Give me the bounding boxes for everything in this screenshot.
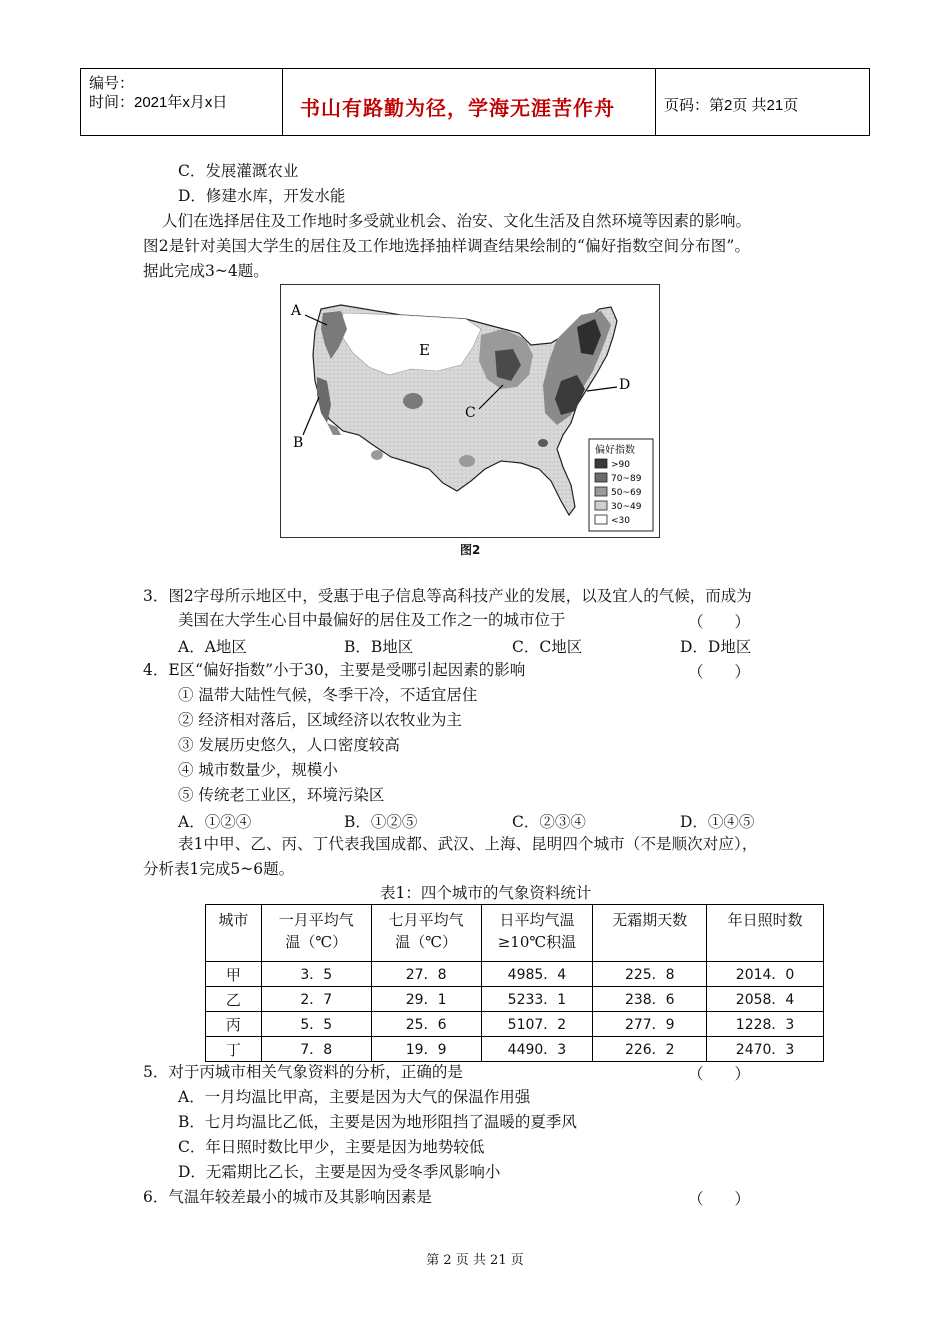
map-spot — [403, 393, 423, 409]
table-cell: 27．8 — [371, 962, 481, 987]
q5-answer-blank: （ ） — [688, 1065, 751, 1083]
intro-line: 人们在选择居住及工作地时多受就业机会、治安、文化生活及自然环境等因素的影响。 — [162, 212, 752, 230]
table-cell: 丁 — [206, 1037, 262, 1062]
table-header-cell: 一月平均气 温（℃） — [261, 905, 371, 962]
table-cell: 277．9 — [593, 1012, 707, 1037]
legend-label: 50~69 — [611, 488, 642, 498]
table-cell: 2058．4 — [707, 987, 824, 1012]
table-cell: 4490．3 — [481, 1037, 593, 1062]
q3-option-a: A．A地区 — [178, 638, 247, 656]
map-spot — [538, 439, 548, 447]
table-cell: 7．8 — [261, 1037, 371, 1062]
intro-line: 据此完成3~4题。 — [143, 262, 269, 280]
q4-item: ① 温带大陆性气候，冬季干冷，不适宜居住 — [178, 686, 478, 704]
q5-option-b: B．七月均温比乙低，主要是因为地形阻挡了温暖的夏季风 — [178, 1113, 577, 1131]
table-cell: 乙 — [206, 987, 262, 1012]
q5-option-d: D．无霜期比乙长，主要是因为受冬季风影响小 — [178, 1163, 501, 1181]
header-divider — [869, 68, 870, 136]
q3-stem-cont: 美国在大学生心目中最偏好的居住及工作之一的城市位于 — [178, 611, 566, 629]
table-cell: 226．2 — [593, 1037, 707, 1062]
intro-line: 图2是针对美国大学生的居住及工作地选择抽样调查结果绘制的“偏好指数空间分布图”。 — [143, 237, 751, 255]
map-label-e: E — [419, 341, 430, 359]
table-cell: 5．5 — [261, 1012, 371, 1037]
header-bottom-rule — [80, 135, 870, 136]
q4-item: ② 经济相对落后，区域经济以农牧业为主 — [178, 711, 462, 729]
table-cell: 4985．4 — [481, 962, 593, 987]
q4-option-c: C．②③④ — [512, 813, 586, 831]
legend-swatch — [595, 473, 607, 482]
legend-title: 偏好指数 — [595, 445, 635, 456]
table-cell: 25．6 — [371, 1012, 481, 1037]
table-header-row — [206, 905, 824, 962]
legend-label: 70~89 — [611, 474, 642, 484]
legend-swatch — [595, 515, 607, 524]
map-caption: 图2 — [460, 543, 481, 557]
table-cell: 29．1 — [371, 987, 481, 1012]
table-cell: 甲 — [206, 962, 262, 987]
q4-item: ③ 发展历史悠久，人口密度较高 — [178, 736, 400, 754]
header-motto: 书山有路勤为径，学海无涯苦作舟 — [300, 96, 615, 120]
preference-index-map — [280, 284, 660, 538]
legend-label: <30 — [611, 516, 630, 526]
q5-stem: 5．对于丙城市相关气象资料的分析，正确的是 — [143, 1063, 463, 1081]
legend-swatch — [595, 487, 607, 496]
table-cell: 238．6 — [593, 987, 707, 1012]
table-cell: 2470．3 — [707, 1037, 824, 1062]
table-cell: 2．7 — [261, 987, 371, 1012]
table-header-cell: 日平均气温 ≥10℃积温 — [481, 905, 593, 962]
table-header-cell: 年日照时数 — [707, 905, 824, 962]
q3-option-c: C．C地区 — [512, 638, 583, 656]
q6-answer-blank: （ ） — [688, 1190, 751, 1208]
map-label-d: D — [619, 377, 631, 393]
map-spot — [459, 455, 475, 467]
header-time-label: 时间：2021年x月x日 — [89, 94, 228, 111]
q4-item: ④ 城市数量少，规模小 — [178, 761, 338, 779]
q3-stem: 3．图2字母所示地区中，受惠于电子信息等高科技产业的发展，以及宜人的气候，而成为 — [143, 587, 752, 605]
header-divider — [80, 68, 81, 136]
table-row — [206, 1037, 824, 1062]
legend-label: 30~49 — [611, 502, 642, 512]
legend-swatch — [595, 459, 607, 468]
table-header-cell: 无霜期天数 — [593, 905, 707, 962]
header-divider — [282, 68, 283, 136]
q4-stem: 4．E区“偏好指数”小于30，主要是受哪引起因素的影响 — [143, 661, 526, 679]
q4-option-b: B．①②⑤ — [344, 813, 418, 831]
table-intro-line: 分析表1完成5~6题。 — [143, 860, 295, 878]
table-intro-line: 表1中甲、乙、丙、丁代表我国成都、武汉、上海、昆明四个城市（不是顺次对应）， — [178, 835, 758, 853]
table-cell: 5107．2 — [481, 1012, 593, 1037]
page-footer: 第 2 页 共 21 页 — [426, 1253, 524, 1268]
table-header-cell: 七月平均气 温（℃） — [371, 905, 481, 962]
usa-map-graphic — [281, 285, 659, 537]
northeast-region — [543, 311, 611, 425]
q3-option-d: D．D地区 — [680, 638, 752, 656]
header-code-label: 编号： — [89, 75, 135, 92]
map-label-a: A — [291, 303, 302, 319]
option-c-line: C．发展灌溉农业 — [178, 162, 299, 180]
table-cell: 3．5 — [261, 962, 371, 987]
q4-answer-blank: （ ） — [688, 663, 751, 681]
map-label-b: B — [293, 435, 304, 451]
table-cell: 19．9 — [371, 1037, 481, 1062]
header-divider — [655, 68, 656, 136]
q4-item: ⑤ 传统老工业区，环境污染区 — [178, 786, 385, 804]
table-row — [206, 1012, 824, 1037]
table-header-cell: 城市 — [206, 905, 262, 962]
header-top-rule — [80, 68, 870, 69]
legend-label: >90 — [611, 460, 630, 470]
legend-swatch — [595, 501, 607, 510]
table-title: 表1：四个城市的气象资料统计 — [380, 884, 592, 902]
q4-option-d: D．①④⑤ — [680, 813, 755, 831]
header-page-label: 页码：第2页 共21页 — [664, 97, 799, 114]
table-row — [206, 987, 824, 1012]
map-label-c: C — [465, 405, 476, 421]
map-legend — [589, 439, 653, 531]
table-cell: 2014．0 — [707, 962, 824, 987]
table-cell: 225．8 — [593, 962, 707, 987]
map-spot — [371, 450, 383, 460]
q6-stem: 6．气温年较差最小的城市及其影响因素是 — [143, 1188, 432, 1206]
table-row — [206, 962, 824, 987]
q5-option-a: A．一月均温比甲高，主要是因为大气的保温作用强 — [178, 1088, 531, 1106]
table-cell: 丙 — [206, 1012, 262, 1037]
option-d-line: D．修建水库，开发水能 — [178, 187, 346, 205]
q3-option-b: B．B地区 — [344, 638, 414, 656]
table-cell: 5233．1 — [481, 987, 593, 1012]
q4-option-a: A．①②④ — [178, 813, 252, 831]
q5-option-c: C．年日照时数比甲少，主要是因为地势较低 — [178, 1138, 485, 1156]
table-cell: 1228．3 — [707, 1012, 824, 1037]
q3-answer-blank: （ ） — [688, 613, 751, 631]
weather-data-table — [205, 904, 824, 1062]
